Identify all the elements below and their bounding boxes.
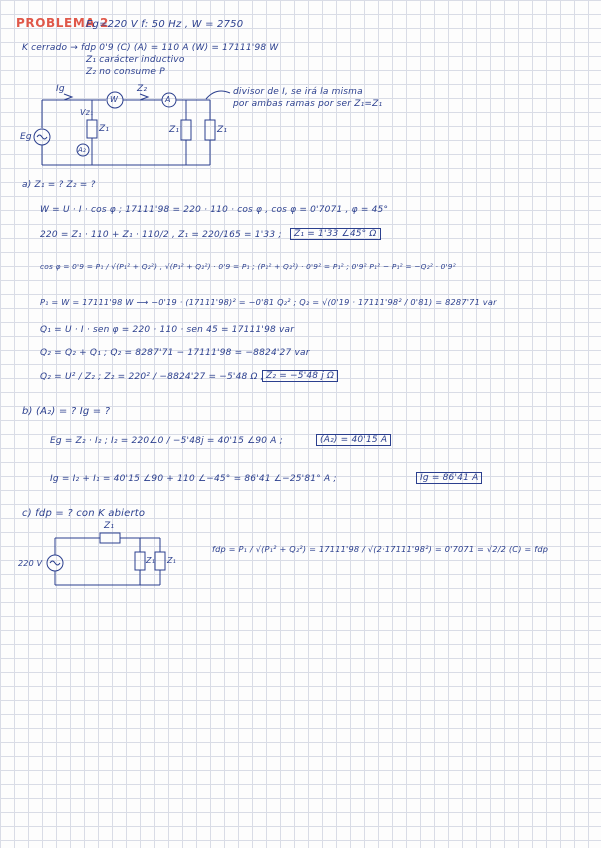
circuit-note-2: por ambas ramas por ser Z₁=Z₁ <box>233 99 383 109</box>
problem-title: PROBLEMA 2 <box>16 16 109 30</box>
part-a-line-1: W = U · I · cos φ ; 17111'98 = 220 · 110 · cos φ , cos φ = 0'7071 , φ = 45° <box>40 205 389 215</box>
part-a-line-7: Q₂ = U² / Z₂ ; Z₂ = 220² / −8824'27 = −5'48 Ω ; <box>40 372 264 382</box>
part-c-z1-right: Z₁ <box>167 556 177 565</box>
z2-top-label: Z₂ <box>137 84 148 94</box>
eg-label: Eg <box>20 132 32 142</box>
circuit-note-1: divisor de I, se irá la misma <box>233 87 363 97</box>
part-b-ig-result: Ig = 86'41 A <box>416 472 482 484</box>
ig-label: Ig <box>56 84 65 94</box>
part-b-a2-result: (A₂) = 40'15 A <box>316 434 391 446</box>
part-a-line-3: cos φ = 0'9 = P₁ / √(P₁² + Q₂²) , √(P₁² + Q₂²) · 0'9 = P₁ ; (P₁² + Q₂²) · 0'9² = P₁² ; 0'9² P₁² − P₁² = −Q₂² · 0'9² <box>40 262 456 271</box>
part-a-z2-result: Z₂ = −5'48 j Ω <box>262 370 338 382</box>
part-c-z1-mid: Z₁ <box>146 556 156 565</box>
part-a-question: a) Z₁ = ? Z₂ = ? <box>22 180 96 190</box>
k-closed-statement: K cerrado → fdp 0'9 (C) (A) = 110 A (W) = 17111'98 W <box>22 43 279 53</box>
z1-note: Z₁ carácter inductivo <box>86 55 185 65</box>
part-a-line-6: Q₂ = Q₂ + Q₁ ; Q₂ = 8287'71 − 17111'98 = −8824'27 var <box>40 348 310 358</box>
given-data: Eg=220 V f: 50 Hz , W = 2750 <box>86 19 244 30</box>
part-a-line-5: Q₁ = U · I · sen φ = 220 · 110 · sen 45 = 17111'98 var <box>40 325 295 335</box>
part-b-question: b) (A₂) = ? Ig = ? <box>22 406 111 417</box>
z1-left-label: Z₁ <box>99 124 110 134</box>
part-a-line-2: 220 = Z₁ · 110 + Z₁ · 110/2 , Z₁ = 220/165 = 1'33 ; <box>40 230 282 240</box>
part-b-line-1: Eg = Z₂ · I₂ ; I₂ = 220∠0 / −5'48j = 40'15 ∠90 A ; <box>50 436 283 446</box>
source-label: 220 V <box>18 559 43 568</box>
part-c-question: c) fdp = ? con K abierto <box>22 508 146 519</box>
part-a-line-4: P₁ = W = 17111'98 W ⟶ −0'19 · (17111'98)² = −0'81 Q₂² ; Q₂ = √(0'19 · 17111'98² / 0'81) = 8287'71 var <box>40 297 497 307</box>
a1-label: A <box>165 95 171 104</box>
w-label: W <box>110 95 119 104</box>
part-c-z1-top: Z₁ <box>104 521 115 531</box>
vz1-label: Vz₁ <box>80 108 94 117</box>
part-b-line-2: Ig = I₂ + I₁ = 40'15 ∠90 + 110 ∠−45° = 86'41 ∠−25'81° A ; <box>50 474 337 484</box>
z1-right-label: Z₁ <box>217 125 228 135</box>
part-a-z1-result: Z₁ = 1'33 ∠45° Ω <box>290 228 381 240</box>
part-c-formula: fdp = P₁ / √(P₁² + Q₂²) = 17111'98 / √(2·17111'98²) = 0'7071 = √2/2 (C) = fdp <box>212 544 549 554</box>
z1-mid-label: Z₁ <box>169 125 180 135</box>
z2-note: Z₂ no consume P <box>86 67 165 77</box>
a2-label: A₂ <box>78 146 86 154</box>
